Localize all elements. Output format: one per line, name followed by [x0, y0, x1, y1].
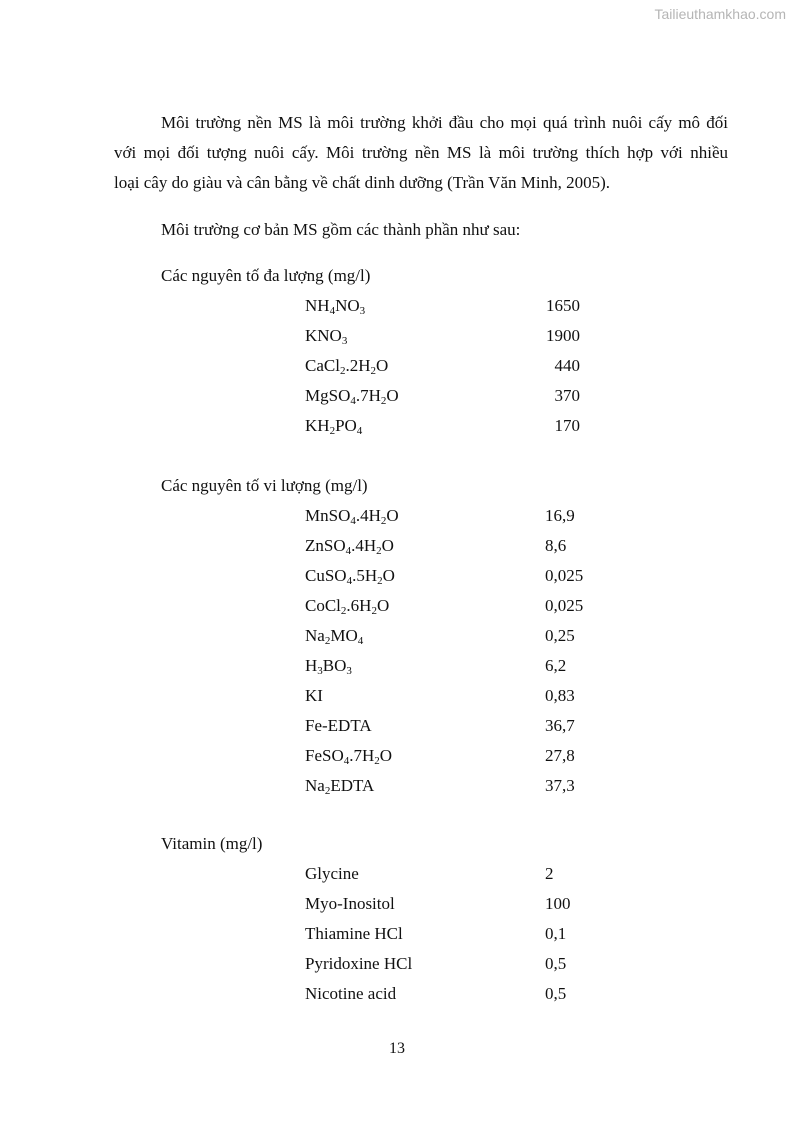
macro-row [305, 416, 625, 436]
micro-name: $FeSO_4.7H_2O$ [305, 746, 393, 767]
vitamin-row [305, 954, 625, 974]
macro-value: 1900 [546, 326, 580, 345]
micro-row [305, 596, 625, 616]
macro-value: 370 [554, 386, 580, 405]
vitamin-row [305, 864, 625, 884]
macro-name: $KH_2PO_4$ [305, 416, 363, 437]
composition-intro: Môi trường cơ bản MS gồm các thành phần như sau: [161, 220, 521, 239]
macro-heading: Các nguyên tố đa lượng (mg/l) [161, 266, 371, 285]
micro-value: 8,6 [545, 536, 567, 555]
macro-name: $MgSO_4.7H_2O$ [305, 386, 399, 407]
vitamin-name: Pyridoxine HCl [305, 954, 413, 973]
micro-heading: Các nguyên tố vi lượng (mg/l) [161, 476, 368, 495]
micro-name: $CoCl_2.6H_2O$ [305, 596, 390, 617]
micro-name: $Na_2EDTA$ [305, 776, 375, 797]
macro-row [305, 386, 625, 406]
macro-row [305, 326, 625, 346]
micro-row [305, 536, 625, 556]
vitamin-row [305, 984, 625, 1004]
vitamin-value: 0,1 [545, 924, 567, 943]
micro-row [305, 566, 625, 586]
vitamin-heading: Vitamin (mg/l) [161, 834, 263, 853]
micro-row [305, 716, 625, 736]
micro-row [305, 746, 625, 766]
watermark: Tailieuthamkhao.com [654, 6, 786, 22]
micro-name: Fe-EDTA [305, 716, 372, 735]
macro-name: $KNO_3$ [305, 326, 348, 347]
vitamin-row [305, 894, 625, 914]
intro-line-3: loại cây do giàu và cân bằng về chất dinh dưỡng (Trần Văn Minh, 2005). [114, 173, 610, 192]
macro-value: 170 [554, 416, 580, 435]
page-number: 13 [389, 1040, 405, 1057]
micro-row [305, 686, 625, 706]
vitamin-name: Myo-Inositol [305, 894, 395, 913]
micro-value: 37,3 [545, 776, 575, 795]
micro-name: KI [305, 686, 323, 705]
micro-row [305, 626, 625, 646]
micro-value: 0,83 [545, 686, 575, 705]
micro-name: $CuSO_4.5H_2O$ [305, 566, 395, 587]
intro-line-2: với mọi đối tượng nuôi cấy. Môi trường nền MS là môi trường thích hợp với nhiều [114, 143, 728, 162]
micro-value: 36,7 [545, 716, 575, 735]
vitamin-value: 0,5 [545, 984, 567, 1003]
micro-value: 0,25 [545, 626, 575, 645]
micro-name: $H_3BO_3$ [305, 656, 352, 677]
micro-row [305, 656, 625, 676]
vitamin-row [305, 924, 625, 944]
macro-value: 1650 [546, 296, 580, 315]
macro-row [305, 356, 625, 376]
vitamin-name: Nicotine acid [305, 984, 397, 1003]
macro-value: 440 [554, 356, 580, 375]
micro-value: 16,9 [545, 506, 575, 525]
micro-row [305, 506, 625, 526]
macro-name: $NH_4NO_3$ [305, 296, 366, 317]
micro-name: $ZnSO_4.4H_2O$ [305, 536, 394, 557]
micro-name: $Na_2MO_4$ [305, 626, 364, 647]
micro-value: 6,2 [545, 656, 567, 675]
vitamin-name: Thiamine HCl [305, 924, 403, 943]
micro-value: 27,8 [545, 746, 575, 765]
micro-value: 0,025 [545, 566, 584, 585]
vitamin-value: 100 [545, 894, 571, 913]
micro-name: $MnSO_4.4H_2O$ [305, 506, 399, 527]
micro-row [305, 776, 625, 796]
macro-row [305, 296, 625, 316]
intro-paragraph [114, 108, 728, 198]
intro-line-1: Môi trường nền MS là môi trường khởi đầu cho mọi quá trình nuôi cấy mô đối [161, 113, 728, 132]
vitamin-value: 0,5 [545, 954, 567, 973]
vitamin-value: 2 [545, 864, 554, 883]
macro-name: $CaCl_2.2H_2O$ [305, 356, 389, 377]
vitamin-name: Glycine [305, 864, 359, 883]
micro-value: 0,025 [545, 596, 584, 615]
